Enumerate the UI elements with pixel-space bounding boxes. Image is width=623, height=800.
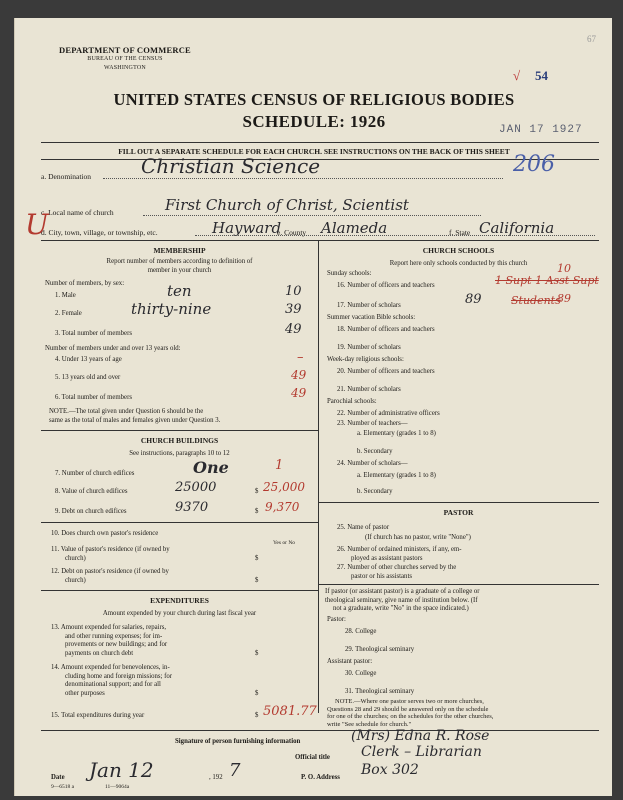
q25-label: 25. Name of pastor	[337, 524, 390, 531]
q1-value[interactable]: 10	[285, 284, 302, 299]
q13-line: 13. Amount expended for salaries, repairs,	[51, 624, 167, 631]
section-border	[41, 240, 599, 241]
q23a-label: a. Elementary (grades 1 to 8)	[357, 430, 436, 437]
fill-line	[143, 215, 481, 216]
pastor-note-line: for one of the churches; on the schedules for the other churches,	[327, 713, 494, 721]
q8-handwritten[interactable]: 25000	[175, 480, 217, 495]
fill-line	[195, 235, 595, 236]
department-heading	[59, 46, 191, 73]
buildings-title: CHURCH BUILDINGS	[140, 436, 219, 445]
q25-hint: (If church has no pastor, write "None")	[365, 534, 471, 541]
q14-line: 14. Amount expended for benevolences, in-	[51, 664, 170, 671]
q11-label	[51, 546, 259, 563]
q9-value[interactable]: 9,370	[265, 500, 300, 514]
dollar-sign: $	[255, 712, 259, 719]
q14-line	[51, 689, 259, 699]
q11-line: 11. Value of pastor's residence (if owned by	[51, 546, 170, 553]
q16-handwritten[interactable]: 1 Supt 1 Asst Supt	[495, 274, 599, 287]
section-border	[41, 730, 599, 731]
year-suffix[interactable]: 7	[229, 760, 241, 781]
denomination-label: a. Denomination	[41, 172, 91, 181]
q27-line: 27. Number of other churches served by the	[337, 564, 457, 571]
q26-label	[337, 546, 462, 563]
bureau-name: BUREAU OF THE CENSUS	[87, 56, 163, 62]
graduate-instructions	[325, 588, 480, 614]
q4-label: 4. Under 13 years of age	[55, 356, 122, 363]
dollar-sign: $	[255, 508, 259, 515]
q27-line: pastor or his assistants	[351, 572, 412, 580]
q30-label: 30. College	[345, 670, 377, 677]
q17-value[interactable]: 89	[557, 292, 571, 305]
local-name-value[interactable]: First Church of Christ, Scientist	[165, 196, 409, 214]
local-name-label: c. Local name of church	[41, 208, 114, 217]
q20-label: 20. Number of officers and teachers	[337, 368, 435, 375]
q13-line: provements or new buildings; and for	[65, 641, 168, 648]
red-check-mark: √	[513, 68, 521, 83]
po-address-label: P. O. Address	[301, 774, 340, 781]
graduate-line: theological seminary, give name of institution below. (If	[325, 596, 478, 604]
q12-label	[51, 568, 259, 585]
q16-value[interactable]: 10	[557, 262, 571, 275]
q13-line-end: payments on church debt	[65, 649, 134, 657]
q1-words[interactable]: ten	[167, 282, 192, 300]
q14-line: denominational support; and for all	[65, 681, 161, 688]
section-border	[41, 522, 318, 523]
q6-value[interactable]: 49	[291, 386, 307, 400]
q12-line-end: church)	[65, 576, 86, 584]
members-by-sex-label: Number of members, by sex:	[45, 280, 125, 287]
q14-label	[51, 664, 259, 698]
denomination-value[interactable]: Christian Science	[141, 154, 321, 178]
q5-label: 5. 13 years old and over	[55, 374, 121, 381]
sunday-schools-label: Sunday schools:	[327, 270, 372, 277]
parochial-schools-label: Parochial schools:	[327, 398, 377, 405]
dollar-sign: $	[255, 576, 259, 584]
date-value[interactable]: Jan 12	[89, 758, 154, 782]
membership-title: MEMBERSHIP	[153, 246, 206, 255]
q23b-label: b. Secondary	[357, 448, 393, 455]
q18-label: 18. Number of officers and teachers	[337, 326, 435, 333]
members-by-age-label: Number of members under and over 13 years old:	[45, 345, 181, 352]
yes-no-hint: Yes or No	[273, 540, 296, 546]
margin-mark: U	[25, 208, 49, 241]
q23-label: 23. Number of teachers—	[337, 420, 408, 427]
q3-value[interactable]: 49	[285, 322, 302, 337]
assistant-pastor-label: Assistant pastor:	[327, 658, 373, 665]
dollar-sign: $	[255, 649, 259, 657]
q13-line	[51, 649, 259, 659]
pastor-label: Pastor:	[327, 616, 346, 623]
city-value[interactable]: Hayward	[212, 219, 282, 237]
q6-label: 6. Total number of members	[55, 394, 132, 401]
instruction-line: FILL OUT A SEPARATE SCHEDULE FOR EACH CHURCH. SEE INSTRUCTIONS ON THE BACK OF THIS SHEET	[118, 147, 510, 156]
expenditures-intro: Amount expended by your church during last fiscal year	[102, 610, 257, 617]
q5-value[interactable]: 49	[291, 368, 307, 382]
section-border	[41, 590, 318, 591]
q28-label: 28. College	[345, 628, 377, 635]
q7-words[interactable]: One	[193, 458, 229, 477]
official-title-value[interactable]: Clerk – Librarian	[361, 744, 482, 760]
official-title-label: Official title	[295, 754, 330, 761]
county-value[interactable]: Alameda	[321, 219, 388, 237]
q22-label: 22. Number of administrative officers	[337, 410, 440, 417]
signature-value[interactable]: (Mrs) Edna R. Rose	[351, 728, 490, 744]
city-label: d. City, town, village, or township, etc.	[41, 228, 158, 237]
schools-intro: Report here only schools conducted by this church	[389, 260, 528, 267]
pastor-note-line: Questions 28 and 29 should be answered only on the schedule	[327, 705, 489, 713]
section-border	[41, 430, 318, 431]
print-number: 11—9064a	[105, 784, 130, 790]
section-border	[318, 584, 599, 585]
q13-line: and other running expenses; for im-	[65, 632, 163, 640]
signature-label: Signature of person furnishing information	[175, 738, 301, 745]
q31-label: 31. Theological seminary	[345, 688, 415, 695]
q29-label: 29. Theological seminary	[345, 646, 415, 653]
q13-label	[51, 624, 259, 658]
pastor-title: PASTOR	[443, 508, 474, 517]
graduate-line: not a graduate, write "No" in the space indicated.)	[333, 605, 469, 612]
pastor-note-line: NOTE.—Where one pastor serves two or more churches,	[335, 698, 484, 705]
denomination-code: 206	[513, 152, 555, 177]
q21-label: 21. Number of scholars	[337, 386, 401, 393]
buildings-intro: See instructions, paragraphs 10 to 12	[129, 450, 230, 457]
pastor-note-line: write "See schedule for church."	[327, 720, 412, 728]
department-name: DEPARTMENT OF COMMERCE	[59, 45, 191, 55]
q9-handwritten[interactable]: 9370	[175, 500, 209, 515]
membership-intro-line: member in your church	[147, 266, 212, 274]
date-label: Date	[51, 774, 65, 781]
q24a-label: a. Elementary (grades 1 to 8)	[357, 472, 436, 479]
q3-label: 3. Total number of members	[55, 330, 132, 337]
section-border	[318, 502, 599, 503]
q8-value[interactable]: 25,000	[263, 480, 305, 494]
q7-value[interactable]: 1	[275, 458, 284, 473]
vacation-schools-label: Summer vacation Bible schools:	[327, 314, 416, 321]
q11-line	[51, 554, 259, 564]
q15-value[interactable]: 5081.77	[263, 704, 317, 719]
form-number: 9—6518 a	[51, 784, 75, 790]
po-address-value[interactable]: Box 302	[361, 762, 419, 778]
q11-line-end: church)	[65, 554, 86, 562]
year-prefix: , 192	[209, 774, 223, 781]
q26-line: ployed as assistant pastors	[351, 554, 423, 562]
q9-label: 9. Debt on church edifices	[55, 508, 127, 515]
membership-intro-line: Report number of members according to definition of	[106, 258, 253, 265]
weekday-schools-label: Week-day religious schools:	[327, 356, 404, 363]
q27-label	[337, 564, 456, 581]
graduate-line: If pastor (or assistant pastor) is a graduate of a college or	[325, 588, 480, 595]
form-title: UNITED STATES CENSUS OF RELIGIOUS BODIES	[113, 90, 515, 109]
q17-handwritten[interactable]: 89	[465, 292, 482, 307]
q2-value[interactable]: 39	[285, 302, 302, 317]
q26-line: 26. Number of ordained ministers, if any, em-	[337, 546, 462, 553]
schedule-title: SCHEDULE: 1926	[242, 112, 386, 131]
membership-intro	[41, 258, 318, 275]
q12-line: 12. Debt on pastor's residence (if owned by	[51, 568, 169, 575]
q12-line	[51, 576, 259, 586]
membership-note-line: NOTE.—The total given under Question 6 should be the	[49, 408, 204, 415]
q1-label: 1. Male	[55, 292, 76, 299]
q17-note: Students	[511, 294, 561, 307]
pastor-note	[327, 698, 493, 728]
q8-label: 8. Value of church edifices	[55, 488, 128, 495]
state-value[interactable]: California	[479, 219, 555, 237]
city-name: WASHINGTON	[104, 65, 146, 71]
q17-label: 17. Number of scholars	[337, 302, 401, 309]
q14-line-end: other purposes	[65, 689, 105, 697]
q19-label: 19. Number of scholars	[337, 344, 401, 351]
county-label: e. County	[277, 228, 307, 237]
q2-label: 2. Female	[55, 310, 82, 317]
q2-words[interactable]: thirty-nine	[131, 300, 212, 318]
q24b-label: b. Secondary	[357, 488, 393, 495]
date-received-stamp: JAN 17 1927	[499, 124, 583, 136]
q15-label: 15. Total expenditures during year	[51, 712, 145, 719]
q16-label: 16. Number of officers and teachers	[337, 282, 435, 289]
schedule-number: 54	[535, 68, 548, 83]
pencil-note: 67	[587, 34, 596, 44]
expenditures-title: EXPENDITURES	[150, 596, 209, 605]
divider	[41, 142, 599, 143]
q14-line: cluding home and foreign missions; for	[65, 672, 173, 680]
schools-title: CHURCH SCHOOLS	[422, 246, 495, 255]
state-label: f. State	[449, 228, 471, 237]
dollar-sign: $	[255, 554, 259, 562]
membership-note-line: same as the total of males and females given under Question 3.	[49, 416, 221, 424]
column-divider	[318, 240, 319, 713]
dollar-sign: $	[255, 488, 259, 495]
membership-note	[49, 408, 220, 425]
q7-label: 7. Number of church edifices	[55, 470, 135, 477]
dollar-sign: $	[255, 689, 259, 697]
q4-value[interactable]: –	[297, 350, 304, 365]
fill-line	[103, 178, 503, 179]
q10-label: 10. Does church own pastor's residence	[51, 530, 159, 537]
q24-label: 24. Number of scholars—	[337, 460, 408, 467]
census-schedule-form	[14, 18, 612, 796]
